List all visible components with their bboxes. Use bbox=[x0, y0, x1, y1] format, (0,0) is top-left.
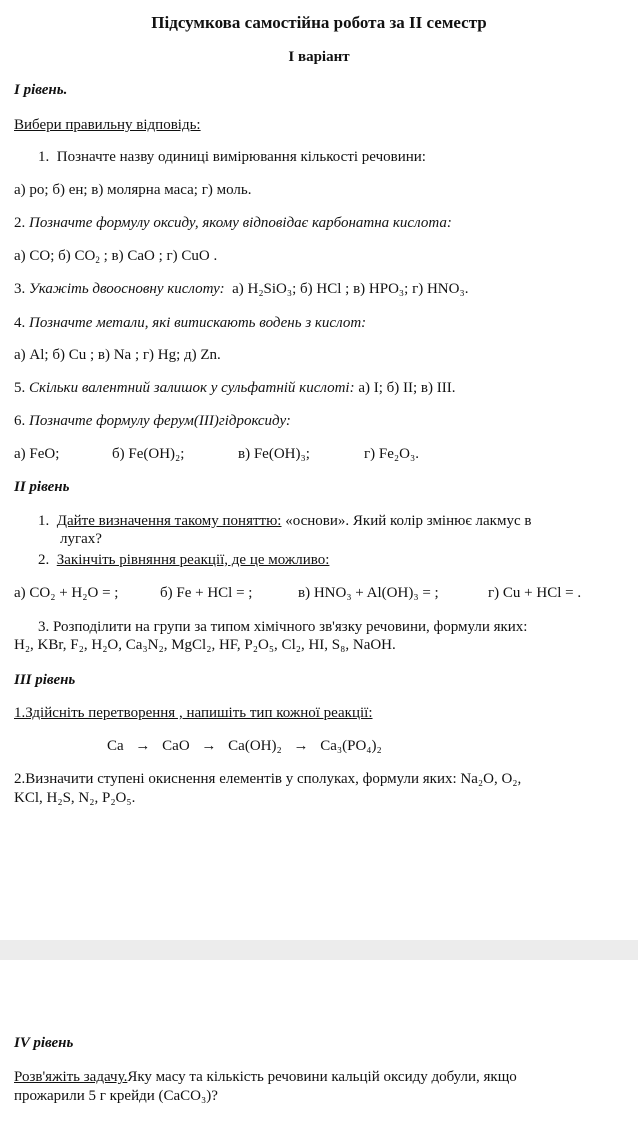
problem-statement: Розв'яжіть задачу.Яку масу та кількість речовини кальцій оксиду добули, якщо bbox=[14, 1069, 517, 1085]
answer-1-6-d: г) Fe₂O₃. bbox=[364, 446, 419, 462]
answers-1-4: а) Al; б) Cu ; в) Na ; г) Hg; д) Zn. bbox=[14, 347, 221, 363]
answer-1-6-b: б) Fe(OH)₂; bbox=[112, 446, 185, 462]
question-1-1: 1. Позначте назву одиниці вимірювання кількості речовини: bbox=[38, 149, 426, 165]
chain-arrow-2: → bbox=[201, 737, 217, 754]
answer-1-6-a: а) FeO; bbox=[14, 446, 60, 462]
chain-arrow-3: → bbox=[293, 737, 309, 754]
answer-1-6-c: в) Fe(OH)₃; bbox=[238, 446, 310, 462]
question-1-3: 3. Укажіть двоосновну кислоту: а) H₂SiO₃; б) HCl ; в) HPO₃; г) HNO₃. bbox=[14, 281, 469, 297]
chain-step-1: Ca bbox=[107, 738, 124, 754]
question-1-5: 5. Скільки валентний залишок у сульфатній кислоті: а) I; б) II; в) III. bbox=[14, 380, 456, 396]
question-2-1-cont: лугах? bbox=[60, 531, 102, 547]
question-2-3-formulas: H₂, KBr, F₂, H₂O, Ca₃N₂, MgCl₂, HF, P₂O₅, Cl₂, HI, S₈, NaOH. bbox=[14, 637, 396, 653]
question-3-2: 2.Визначити ступені окиснення елементів у сполуках, формули яких: Na₂O, O₂, bbox=[14, 771, 522, 787]
problem-statement-cont: прожарили 5 г крейди (CaCO₃)? bbox=[14, 1088, 218, 1104]
page-2 bbox=[0, 960, 638, 1142]
equation-d: г) Cu + HCl = . bbox=[488, 585, 582, 601]
question-1-4: 4. Позначте метали, які витискають водень з кислот: bbox=[14, 315, 367, 331]
page-title: Підсумкова самостійна робота за II семестр bbox=[151, 13, 487, 32]
chain-step-4: Ca₃(PO₄)₂ bbox=[320, 738, 382, 754]
transformation-chain bbox=[107, 737, 382, 755]
page-gap bbox=[0, 940, 638, 960]
chain-arrow-1: → bbox=[135, 737, 151, 754]
level-3-heading: III рівень bbox=[14, 672, 76, 688]
variant-label: I варіант bbox=[288, 49, 350, 65]
question-1-2: 2. Позначте формулу оксиду, якому відповідає карбонатна кислота: bbox=[14, 215, 452, 231]
level-1-instruction: Вибери правильну відповідь: bbox=[14, 117, 201, 133]
chain-step-3: Ca(OH)₂ bbox=[228, 738, 282, 754]
chain-step-2: CaO bbox=[162, 738, 190, 754]
level-1-heading: I рівень. bbox=[14, 82, 68, 98]
answers-1-2: а) CO; б) $CO_2$ ; в) CaO ; г) CuO . bbox=[14, 248, 218, 265]
level-2-heading: II рівень bbox=[14, 479, 70, 495]
equation-b: б) Fe + HCl = ; bbox=[160, 585, 253, 601]
answers-1-1: а) ро; б) ен; в) молярна маса; г) моль. bbox=[14, 182, 252, 198]
question-2-2: 2. Закінчіть рівняння реакції, де це можливо: bbox=[38, 552, 330, 568]
equation-a: а) CO₂ + H₂O = ; bbox=[14, 585, 119, 601]
question-2-3: 3. Розподілити на групи за типом хімічного зв'язку речовини, формули яких: bbox=[38, 619, 528, 635]
question-3-2-cont: KCl, H₂S, N₂, P₂O₅. bbox=[14, 790, 136, 806]
equation-c: в) HNO₃ + Al(OH)₃ = ; bbox=[298, 585, 439, 601]
question-3-1: 1.Здійсніть перетворення , напишіть тип кожної реакції: bbox=[14, 705, 373, 721]
level-4-heading: IV рівень bbox=[14, 1035, 74, 1051]
question-2-1: 1. Дайте визначення такому поняттю: «основи». Який колір змінює лакмус в bbox=[38, 513, 532, 529]
question-1-6: 6. Позначте формулу ферум(III)гідроксиду: bbox=[14, 413, 291, 429]
